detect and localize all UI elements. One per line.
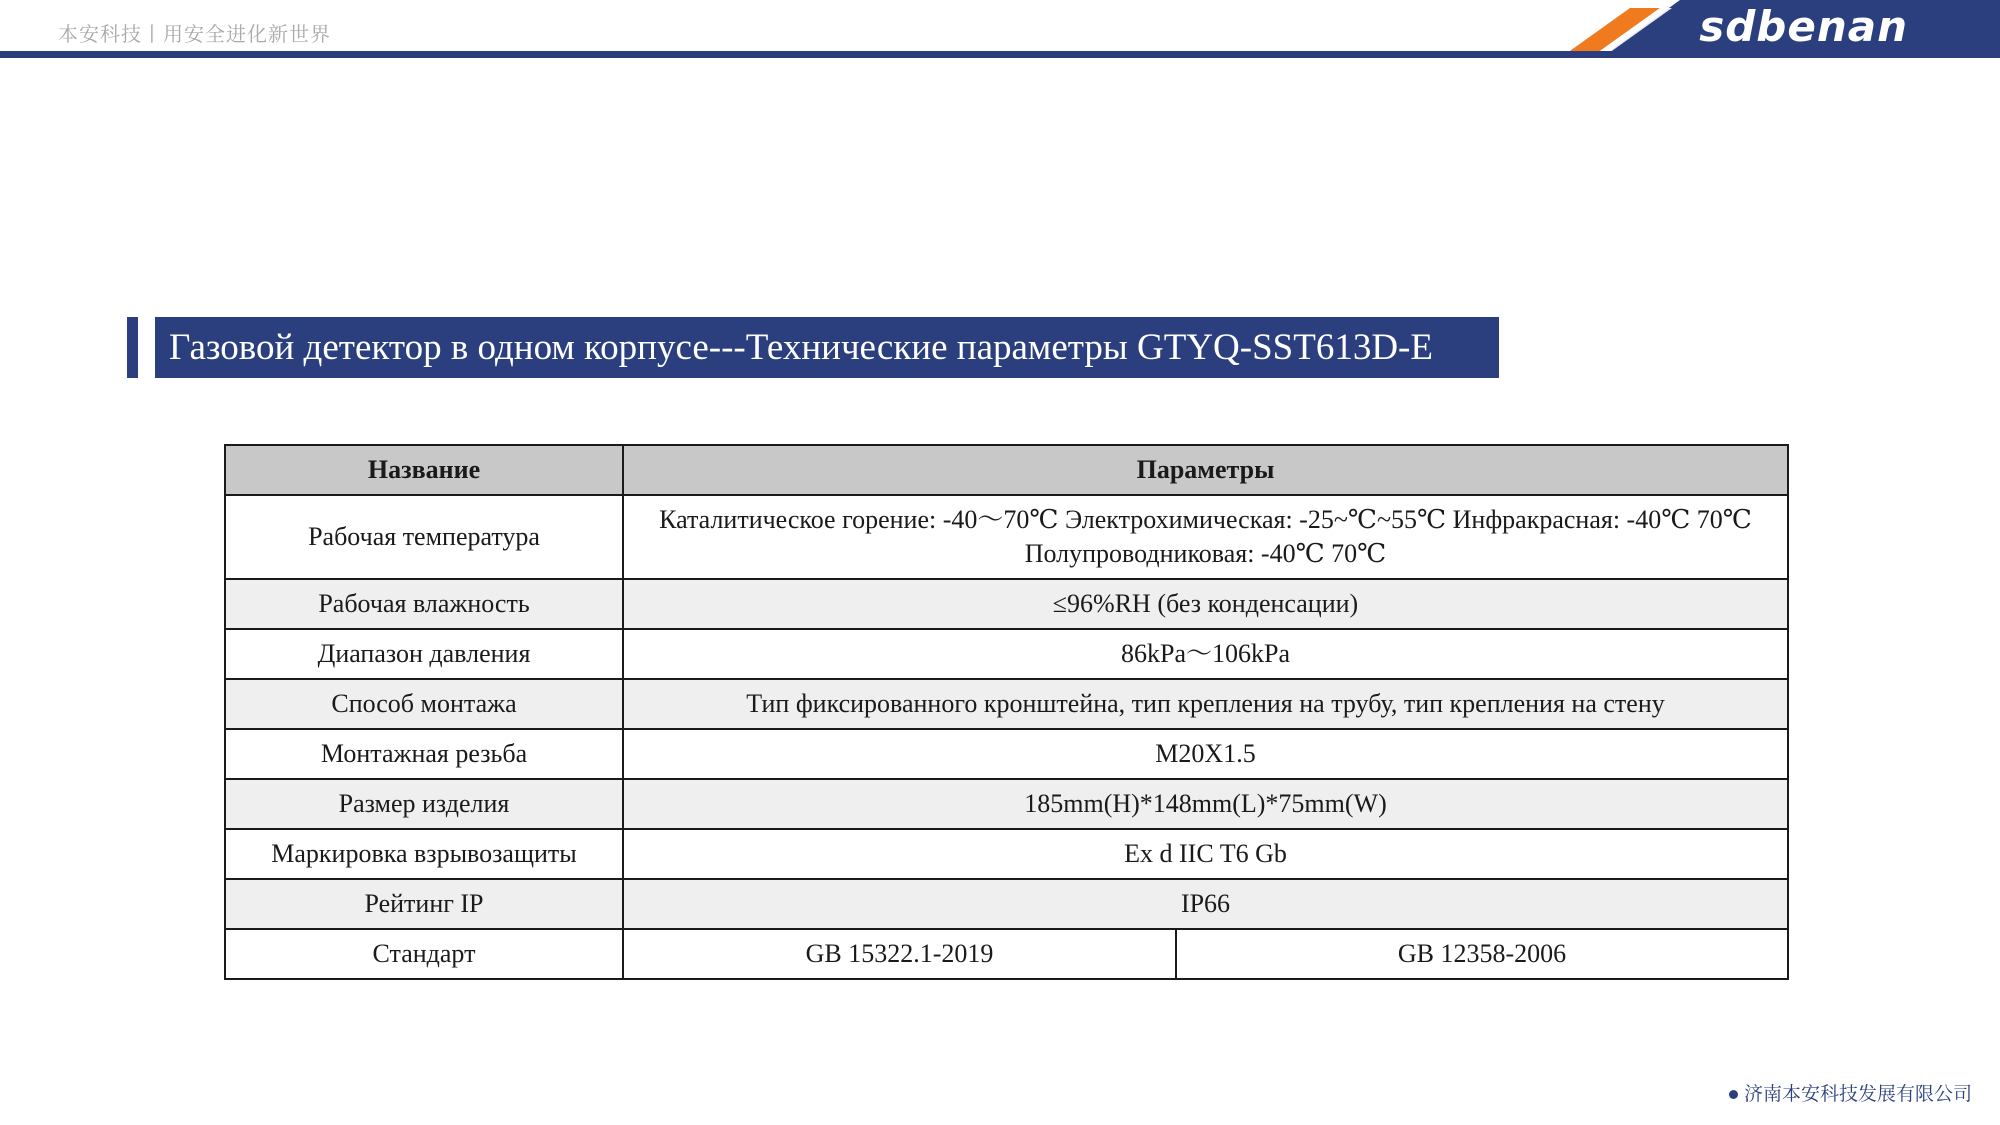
table-row	[225, 829, 1788, 879]
row-value: Ex d IIC T6 Gb	[623, 829, 1788, 879]
table-row	[225, 495, 1788, 579]
table-row	[225, 629, 1788, 679]
row-name: Монтажная резьба	[225, 729, 623, 779]
table-row	[225, 579, 1788, 629]
table-row-standard	[225, 929, 1788, 979]
header-slogan: 本安科技丨用安全进化新世界	[58, 22, 331, 46]
standard-value-2: GB 12358-2006	[1176, 929, 1788, 979]
table-row	[225, 879, 1788, 929]
row-name: Рейтинг IP	[225, 879, 623, 929]
row-value: ≤96%RH (без конденсации)	[623, 579, 1788, 629]
row-name: Способ монтажа	[225, 679, 623, 729]
table-row	[225, 729, 1788, 779]
table-header-row	[225, 445, 1788, 495]
standard-value-1: GB 15322.1-2019	[623, 929, 1176, 979]
footer-company: 济南本安科技发展有限公司	[1743, 1083, 1972, 1105]
row-value: M20X1.5	[623, 729, 1788, 779]
row-value: 86kPa〜106kPa	[623, 629, 1788, 679]
logo-text: sdbenan	[1699, 2, 1908, 51]
row-value: IP66	[623, 879, 1788, 929]
bullet-dot-icon	[1729, 1090, 1738, 1099]
row-value: Тип фиксированного кронштейна, тип крепления на трубу, тип крепления на стену	[623, 679, 1788, 729]
row-name: Маркировка взрывозащиты	[225, 829, 623, 879]
footer	[1729, 1079, 1972, 1106]
header-divider	[0, 51, 2000, 58]
logo-area	[1560, 0, 2000, 58]
title-accent	[127, 317, 138, 378]
table-row	[225, 779, 1788, 829]
header-name: Название	[225, 445, 623, 495]
row-name: Рабочая температура	[225, 495, 623, 579]
row-name: Рабочая влажность	[225, 579, 623, 629]
header-params: Параметры	[623, 445, 1788, 495]
parameters-table	[224, 444, 1789, 980]
row-name: Диапазон давления	[225, 629, 623, 679]
row-value: Каталитическое горение: -40〜70℃ Электрохимическая: -25~℃~55℃ Инфракрасная: -40℃ 70℃ Полупроводниковая: -40℃ 70℃	[623, 495, 1788, 579]
title-bar	[155, 317, 1499, 378]
row-name: Стандарт	[225, 929, 623, 979]
row-name: Размер изделия	[225, 779, 623, 829]
page-title: Газовой детектор в одном корпусе---Технические параметры GTYQ-SST613D-E	[169, 327, 1433, 368]
row-value: 185mm(H)*148mm(L)*75mm(W)	[623, 779, 1788, 829]
table-row	[225, 679, 1788, 729]
